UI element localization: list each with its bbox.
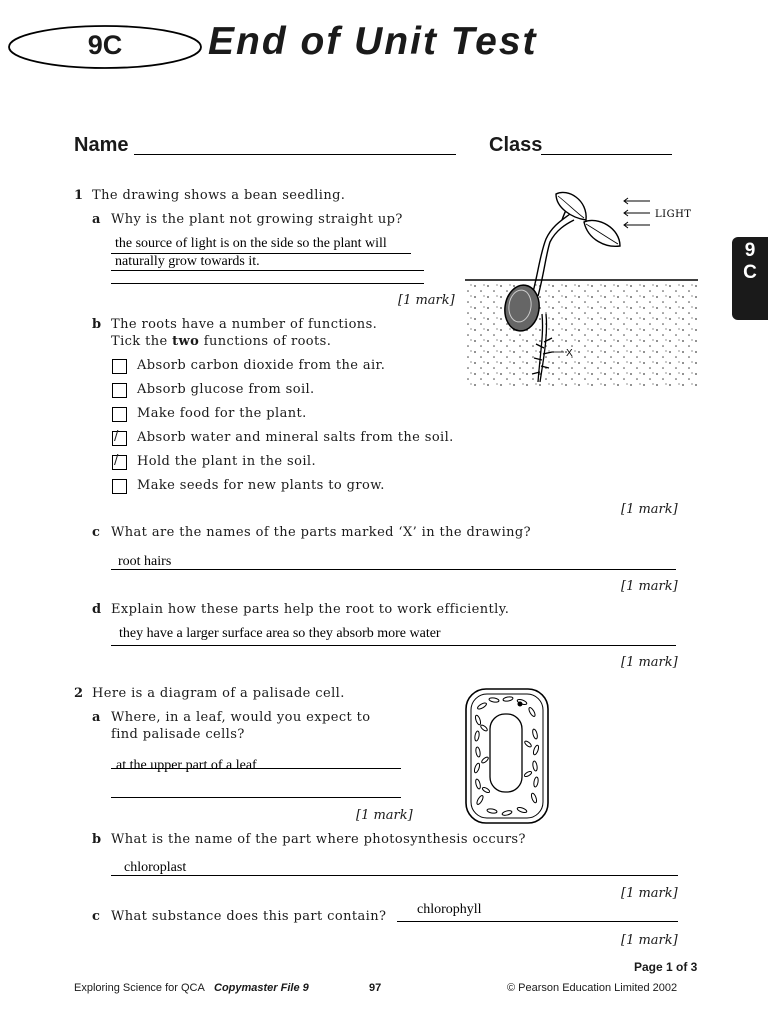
name-label: Name	[74, 134, 129, 156]
soil	[465, 280, 698, 389]
q1b-question-line2	[111, 334, 331, 349]
q1a-answer-rule3	[111, 283, 424, 284]
footer-copyright: © Pearson Education Limited 2002	[507, 982, 678, 994]
q2a-answer-rule2	[111, 797, 401, 798]
q1b-question-bold: two	[172, 334, 200, 349]
q1c-answer: root hairs	[118, 554, 172, 569]
q1d-answer-rule	[111, 645, 676, 646]
q1a-answer-line1: the source of light is on the side so the plant will	[115, 236, 387, 251]
unit-badge	[6, 24, 204, 68]
page-title: End of Unit Test	[208, 20, 538, 63]
q2-number: 2	[74, 686, 84, 701]
q1-intro: The drawing shows a bean seedling.	[92, 188, 346, 203]
q1b-checkbox-1[interactable]	[112, 359, 127, 374]
q1b-question-line1: The roots have a number of functions.	[111, 317, 378, 332]
bean-seedling-diagram	[460, 184, 700, 390]
light-label: LIGHT	[655, 209, 692, 220]
q1b-question-pre: Tick the	[111, 334, 173, 349]
page-indicator: Page 1 of 3	[634, 960, 698, 974]
q1c-question: What are the names of the parts marked ‘X’ in the drawing?	[111, 525, 531, 540]
q1b-option-3: Make food for the plant.	[137, 406, 307, 421]
q2a-letter: a	[92, 710, 101, 725]
q1d-question: Explain how these parts help the root to work efficiently.	[111, 602, 510, 617]
side-tab-number: 9	[744, 240, 756, 261]
q2c-question: What substance does this part contain?	[111, 909, 387, 924]
q2a-question-line2: find palisade cells?	[111, 727, 245, 742]
q1b-option-1: Absorb carbon dioxide from the air.	[137, 358, 386, 373]
name-field[interactable]	[134, 154, 456, 155]
q1a-answer-rule2	[111, 270, 424, 271]
nucleus	[518, 702, 523, 707]
class-field[interactable]	[541, 154, 672, 155]
q1b-tick-5: /	[114, 453, 119, 468]
q2c-mark: [1 mark]	[621, 933, 678, 948]
q1b-checkbox-5[interactable]	[112, 455, 127, 470]
q1b-checkbox-6[interactable]	[112, 479, 127, 494]
q2c-answer: chlorophyll	[417, 902, 482, 917]
q2c-letter: c	[92, 909, 100, 924]
q1b-option-4: Absorb water and mineral salts from the soil.	[137, 430, 454, 445]
q1d-letter: d	[92, 602, 102, 617]
q1b-checkbox-2[interactable]	[112, 383, 127, 398]
q1a-question: Why is the plant not growing straight up?	[111, 212, 403, 227]
q2b-answer: chloroplast	[124, 860, 187, 875]
palisade-cell-diagram	[462, 686, 552, 826]
q2b-letter: b	[92, 832, 102, 847]
q1c-mark: [1 mark]	[621, 579, 678, 594]
q1a-mark: [1 mark]	[398, 293, 455, 308]
vacuole	[490, 714, 522, 792]
q1b-checkbox-4[interactable]	[112, 431, 127, 446]
q1b-option-6: Make seeds for new plants to grow.	[137, 478, 385, 493]
footer-series: Exploring Science for QCA	[74, 982, 205, 994]
q1b-option-2: Absorb glucose from soil.	[137, 382, 315, 397]
q2b-answer-rule	[111, 875, 678, 876]
q1b-option-5: Hold the plant in the soil.	[137, 454, 316, 469]
q2a-mark: [1 mark]	[356, 808, 413, 823]
side-tab-letter: C	[743, 262, 757, 283]
q2-intro: Here is a diagram of a palisade cell.	[92, 686, 345, 701]
footer-page-number: 97	[369, 982, 382, 994]
q1b-mark: [1 mark]	[621, 502, 678, 517]
unit-badge-label: 9C	[87, 30, 123, 60]
q1c-letter: c	[92, 525, 100, 540]
leaf-lower	[584, 220, 620, 246]
q1b-checkbox-3[interactable]	[112, 407, 127, 422]
q2a-answer-rule1	[111, 768, 401, 769]
q1-number: 1	[74, 188, 84, 203]
class-label: Class	[489, 134, 543, 156]
q2a-answer: at the upper part of a leaf	[116, 758, 257, 773]
q2b-mark: [1 mark]	[621, 886, 678, 901]
q1b-tick-4: /	[114, 429, 119, 444]
q1a-answer-line2: naturally grow towards it.	[115, 254, 260, 269]
q1d-mark: [1 mark]	[621, 655, 678, 670]
side-tab	[732, 237, 768, 320]
footer-file: Copymaster File 9	[214, 982, 309, 994]
q1c-answer-rule	[111, 569, 676, 570]
q2a-question-line1: Where, in a leaf, would you expect to	[111, 710, 371, 725]
q2b-question: What is the name of the part where photosynthesis occurs?	[111, 832, 526, 847]
q1b-letter: b	[92, 317, 102, 332]
q2c-answer-rule	[397, 921, 678, 922]
light-arrows	[624, 198, 650, 228]
q1d-answer: they have a larger surface area so they absorb more water	[119, 626, 441, 641]
x-label: X	[566, 348, 573, 359]
q1b-question-post: functions of roots.	[199, 334, 332, 349]
q1a-letter: a	[92, 212, 101, 227]
